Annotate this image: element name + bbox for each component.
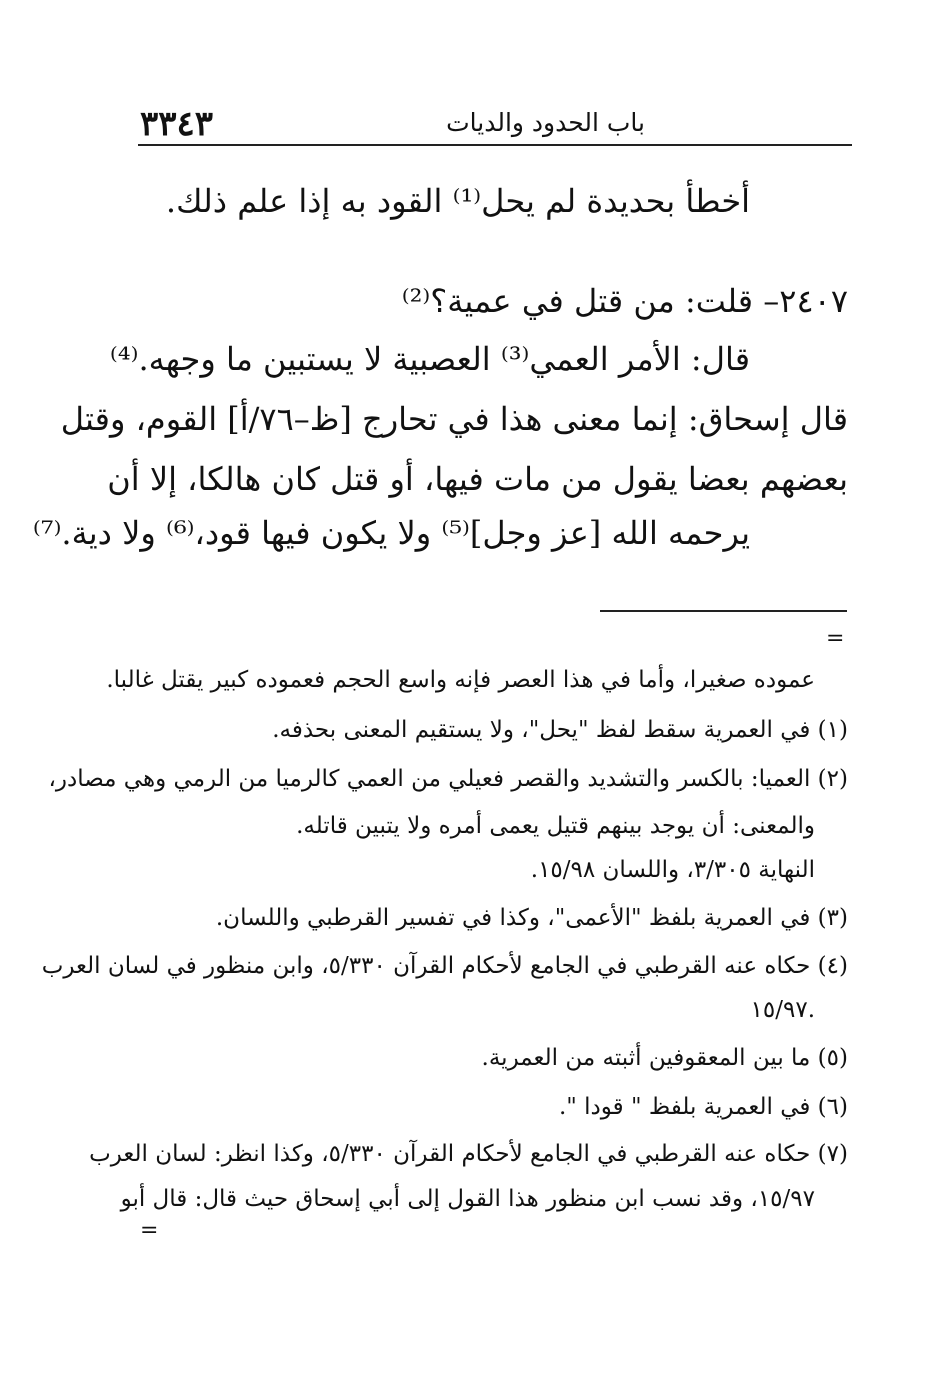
footnote-separator: [600, 610, 847, 612]
footnote-line-8: ١٥/٩٧.: [750, 997, 815, 1023]
footnote-line-10: (٦) في العمرية بلفظ " قودا ".: [558, 1094, 848, 1120]
body-line-3: قال: الأمر العمي⁽³⁾ العصبية لا يستبين ما وجهه.⁽⁴⁾: [109, 340, 750, 378]
footnote-line-3: (٢) العميا: بالكسر والتشديد والقصر فعيلي من العمي كالرميا من الرمي وهي مصادر،: [48, 766, 848, 792]
body-line-1: أخطأ بحديدة لم يحل⁽¹⁾ القود به إذا علم ذلك.: [165, 182, 750, 220]
footnote-line-1: عموده صغيرا، وأما في هذا العصر فإنه واسع الحجم فعموده كبير يقتل غالبا.: [106, 667, 815, 693]
footnote-line-4: والمعنى: أن يوجد بينهم قتيل يعمى أمره ولا يتبين قاتله.: [296, 813, 815, 839]
body-line-4: قال إسحاق: إنما معنى هذا في تحارج [ظ–٧٦/أ] القوم، وقتل: [60, 400, 848, 438]
body-line-6: يرحمه الله [عز وجل]⁽⁵⁾ ولا يكون فيها قود،⁽⁶⁾ ولا دية.⁽⁷⁾: [32, 514, 750, 552]
header-rule: [138, 144, 852, 146]
footnote-line-9: (٥) ما بين المعقوفين أثبته من العمرية.: [481, 1045, 848, 1071]
footnote-line-11: (٧) حكاه عنه القرطبي في الجامع لأحكام القرآن ٥/٣٣٠، وكذا انظر: لسان العرب: [89, 1141, 848, 1167]
issue-heading: ٢٤٠٧– قلت: من قتل في عمية؟⁽²⁾: [401, 282, 848, 320]
page-number: ٣٣٤٣: [140, 104, 214, 144]
running-header-title: باب الحدود والديات: [446, 108, 645, 137]
footnote-line-7: (٤) حكاه عنه القرطبي في الجامع لأحكام القرآن ٥/٣٣٠، وابن منظور في لسان العرب: [41, 953, 848, 979]
footnote-line-12: ١٥/٩٧، وقد نسب ابن منظور هذا القول إلى أبي إسحاق حيث قال: قال أبو: [120, 1186, 815, 1212]
continuation-mark-top: =: [826, 626, 845, 651]
footnote-line-5: النهاية ٣/٣٠٥، واللسان ١٥/٩٨.: [530, 857, 815, 883]
body-line-5: بعضهم بعضا يقول من مات فيها، أو قتل كان هالكا، إلا أن: [107, 460, 848, 498]
continuation-mark-bottom: =: [140, 1218, 159, 1243]
footnote-line-2: (١) في العمرية سقط لفظ "يحل"، ولا يستقيم المعنى بحذفه.: [272, 717, 848, 743]
footnote-line-6: (٣) في العمرية بلفظ "الأعمى"، وكذا في تفسير القرطبي واللسان.: [215, 905, 848, 931]
